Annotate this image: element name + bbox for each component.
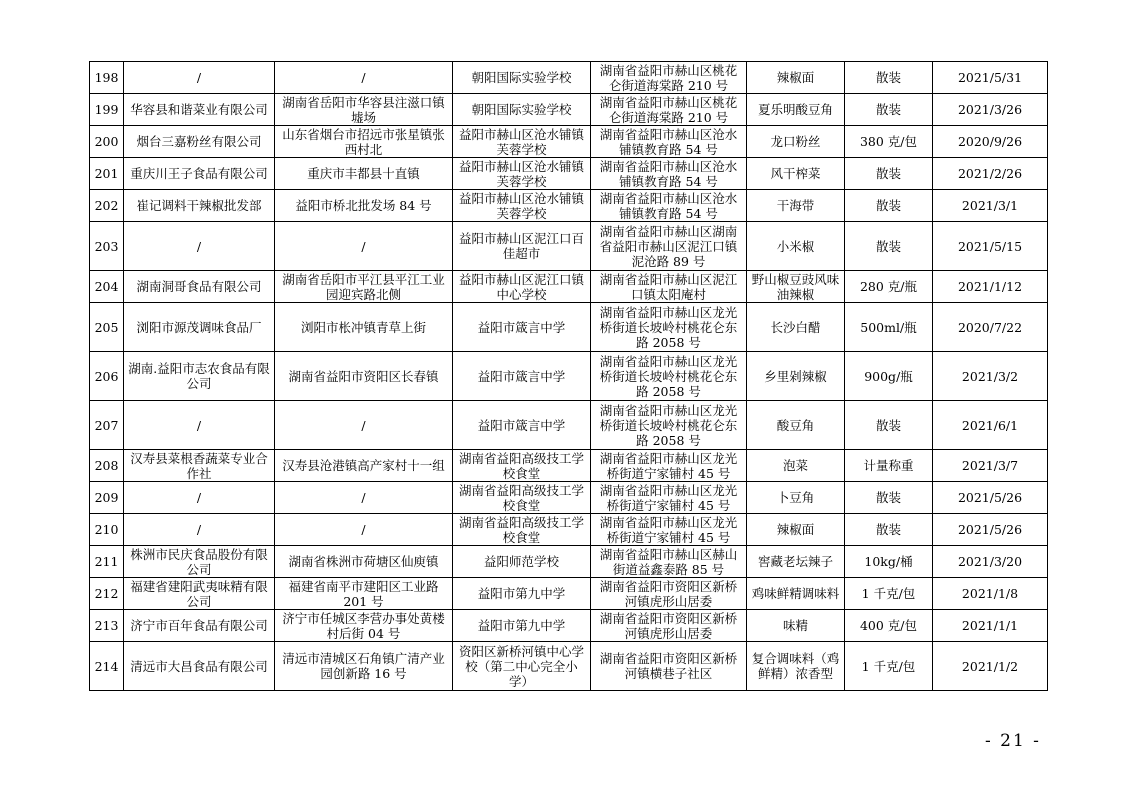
producer-name-cell: 湖南洞哥食品有限公司	[124, 271, 275, 303]
product-spec-cell: 400 克/包	[845, 610, 933, 642]
product-spec-cell: 散装	[845, 62, 933, 94]
product-name-cell: 酸豆角	[747, 401, 845, 450]
sampled-unit-address-cell: 湖南省益阳市赫山区龙光桥街道长坡岭村桃花仑东路 2058 号	[591, 303, 747, 352]
sampled-unit-address-cell: 湖南省益阳市赫山区沧水铺镇教育路 54 号	[591, 126, 747, 158]
product-spec-cell: 900g/瓶	[845, 352, 933, 401]
product-name-cell: 风干榨菜	[747, 158, 845, 190]
producer-name-cell: 华容县和谐菜业有限公司	[124, 94, 275, 126]
table-row	[90, 482, 1048, 514]
production-date-cell: 2021/3/20	[933, 546, 1048, 578]
row-number-cell: 211	[90, 546, 124, 578]
table-row	[90, 158, 1048, 190]
producer-name-cell: 重庆川王子食品有限公司	[124, 158, 275, 190]
product-name-cell: 鸡味鲜精调味料	[747, 578, 845, 610]
production-date-cell: 2021/3/26	[933, 94, 1048, 126]
sampled-unit-cell: 益阳市赫山区泥江口镇中心学校	[453, 271, 591, 303]
row-number-cell: 203	[90, 222, 124, 271]
production-date-cell: 2021/3/7	[933, 450, 1048, 482]
row-number-cell: 206	[90, 352, 124, 401]
producer-name-cell: 汉寿县菜根香蔬菜专业合作社	[124, 450, 275, 482]
sampled-unit-address-cell: 湖南省益阳市赫山区桃花仑街道海棠路 210 号	[591, 94, 747, 126]
product-spec-cell: 500ml/瓶	[845, 303, 933, 352]
sampled-unit-address-cell: 湖南省益阳市资阳区新桥河镇横巷子社区	[591, 642, 747, 691]
row-number-cell: 204	[90, 271, 124, 303]
producer-name-cell: 崔记调料干辣椒批发部	[124, 190, 275, 222]
table-row	[90, 190, 1048, 222]
production-date-cell: 2021/5/26	[933, 482, 1048, 514]
row-number-cell: 214	[90, 642, 124, 691]
table-row	[90, 401, 1048, 450]
table-row	[90, 271, 1048, 303]
sampled-unit-address-cell: 湖南省益阳市资阳区新桥河镇虎形山居委	[591, 610, 747, 642]
producer-name-cell: 清远市大昌食品有限公司	[124, 642, 275, 691]
table-row	[90, 578, 1048, 610]
sampled-unit-address-cell: 湖南省益阳市赫山区泥江口镇太阳庵村	[591, 271, 747, 303]
production-date-cell: 2020/9/26	[933, 126, 1048, 158]
producer-address-cell: /	[275, 514, 453, 546]
production-date-cell: 2021/6/1	[933, 401, 1048, 450]
product-name-cell: 复合调味料（鸡鲜精）浓香型	[747, 642, 845, 691]
product-name-cell: 小米椒	[747, 222, 845, 271]
product-name-cell: 长沙白醋	[747, 303, 845, 352]
producer-name-cell: /	[124, 62, 275, 94]
sampled-unit-address-cell: 湖南省益阳市赫山区沧水铺镇教育路 54 号	[591, 158, 747, 190]
table-row	[90, 94, 1048, 126]
table-row	[90, 514, 1048, 546]
product-spec-cell: 散装	[845, 158, 933, 190]
production-date-cell: 2021/1/8	[933, 578, 1048, 610]
production-date-cell: 2021/1/2	[933, 642, 1048, 691]
producer-address-cell: /	[275, 222, 453, 271]
sampled-unit-cell: 益阳市第九中学	[453, 610, 591, 642]
table-row	[90, 642, 1048, 691]
row-number-cell: 199	[90, 94, 124, 126]
product-spec-cell: 计量称重	[845, 450, 933, 482]
row-number-cell: 201	[90, 158, 124, 190]
product-spec-cell: 10kg/桶	[845, 546, 933, 578]
producer-name-cell: /	[124, 482, 275, 514]
product-name-cell: 夏乐明酸豆角	[747, 94, 845, 126]
table-row	[90, 610, 1048, 642]
row-number-cell: 198	[90, 62, 124, 94]
producer-name-cell: /	[124, 222, 275, 271]
table-row	[90, 62, 1048, 94]
product-spec-cell: 散装	[845, 190, 933, 222]
sampled-unit-address-cell: 湖南省益阳市资阳区新桥河镇虎形山居委	[591, 578, 747, 610]
producer-name-cell: 济宁市百年食品有限公司	[124, 610, 275, 642]
sampled-unit-address-cell: 湖南省益阳市赫山区桃花仑街道海棠路 210 号	[591, 62, 747, 94]
row-number-cell: 213	[90, 610, 124, 642]
producer-address-cell: 福建省南平市建阳区工业路 201 号	[275, 578, 453, 610]
producer-address-cell: 浏阳市枨冲镇青草上街	[275, 303, 453, 352]
producer-address-cell: /	[275, 482, 453, 514]
page-number: - 21 -	[985, 731, 1041, 751]
product-spec-cell: 散装	[845, 401, 933, 450]
production-date-cell: 2021/2/26	[933, 158, 1048, 190]
producer-name-cell: 湖南.益阳市志农食品有限公司	[124, 352, 275, 401]
sampled-unit-address-cell: 湖南省益阳市赫山区沧水铺镇教育路 54 号	[591, 190, 747, 222]
sampled-unit-cell: 朝阳国际实验学校	[453, 94, 591, 126]
sampled-unit-cell: 益阳市赫山区沧水铺镇芙蓉学校	[453, 190, 591, 222]
producer-address-cell: /	[275, 401, 453, 450]
sampled-unit-address-cell: 湖南省益阳市赫山区龙光桥街道长坡岭村桃花仑东路 2058 号	[591, 352, 747, 401]
row-number-cell: 202	[90, 190, 124, 222]
sampled-unit-cell: 湖南省益阳高级技工学校食堂	[453, 514, 591, 546]
sampled-unit-cell: 资阳区新桥河镇中心学校（第二中心完全小学）	[453, 642, 591, 691]
producer-name-cell: /	[124, 514, 275, 546]
row-number-cell: 209	[90, 482, 124, 514]
product-name-cell: 干海带	[747, 190, 845, 222]
product-spec-cell: 1 千克/包	[845, 578, 933, 610]
production-date-cell: 2021/5/26	[933, 514, 1048, 546]
production-date-cell: 2021/1/1	[933, 610, 1048, 642]
producer-address-cell: 湖南省岳阳市华容县注滋口镇墟场	[275, 94, 453, 126]
product-spec-cell: 380 克/包	[845, 126, 933, 158]
production-date-cell: 2021/5/15	[933, 222, 1048, 271]
product-name-cell: 卜豆角	[747, 482, 845, 514]
producer-address-cell: 汉寿县沧港镇高产家村十一组	[275, 450, 453, 482]
sampled-unit-cell: 益阳市箴言中学	[453, 401, 591, 450]
product-name-cell: 辣椒面	[747, 514, 845, 546]
product-name-cell: 味精	[747, 610, 845, 642]
row-number-cell: 210	[90, 514, 124, 546]
row-number-cell: 200	[90, 126, 124, 158]
table-row	[90, 546, 1048, 578]
producer-name-cell: 福建省建阳武夷味精有限公司	[124, 578, 275, 610]
producer-address-cell: 益阳市桥北批发场 84 号	[275, 190, 453, 222]
table-row	[90, 450, 1048, 482]
product-spec-cell: 散装	[845, 222, 933, 271]
sampling-results-table	[89, 61, 1048, 691]
table-row	[90, 126, 1048, 158]
sampled-unit-cell: 湖南省益阳高级技工学校食堂	[453, 482, 591, 514]
production-date-cell: 2021/3/1	[933, 190, 1048, 222]
table-row	[90, 303, 1048, 352]
sampled-unit-cell: 益阳市赫山区沧水铺镇芙蓉学校	[453, 126, 591, 158]
producer-name-cell: 株洲市民庆食品股份有限公司	[124, 546, 275, 578]
row-number-cell: 212	[90, 578, 124, 610]
sampled-unit-address-cell: 湖南省益阳市赫山区湖南省益阳市赫山区泥江口镇泥沧路 89 号	[591, 222, 747, 271]
table-body	[90, 62, 1048, 691]
product-spec-cell: 散装	[845, 482, 933, 514]
production-date-cell: 2021/1/12	[933, 271, 1048, 303]
table-row	[90, 352, 1048, 401]
sampled-unit-cell: 益阳市第九中学	[453, 578, 591, 610]
sampled-unit-cell: 朝阳国际实验学校	[453, 62, 591, 94]
producer-address-cell: 湖南省岳阳市平江县平江工业园迎宾路北侧	[275, 271, 453, 303]
product-name-cell: 野山椒豆豉风味油辣椒	[747, 271, 845, 303]
row-number-cell: 205	[90, 303, 124, 352]
product-name-cell: 乡里剁辣椒	[747, 352, 845, 401]
production-date-cell: 2020/7/22	[933, 303, 1048, 352]
sampled-unit-cell: 益阳市赫山区泥江口百佳超市	[453, 222, 591, 271]
producer-name-cell: /	[124, 401, 275, 450]
producer-address-cell: 山东省烟台市招远市张星镇张西村北	[275, 126, 453, 158]
product-spec-cell: 散装	[845, 94, 933, 126]
product-name-cell: 辣椒面	[747, 62, 845, 94]
sampled-unit-address-cell: 湖南省益阳市赫山区龙光桥街道宁家铺村 45 号	[591, 450, 747, 482]
producer-name-cell: 浏阳市源茂调味食品厂	[124, 303, 275, 352]
sampled-unit-cell: 益阳师范学校	[453, 546, 591, 578]
sampled-unit-cell: 湖南省益阳高级技工学校食堂	[453, 450, 591, 482]
producer-address-cell: /	[275, 62, 453, 94]
sampled-unit-cell: 益阳市赫山区沧水铺镇芙蓉学校	[453, 158, 591, 190]
producer-name-cell: 烟台三嘉粉丝有限公司	[124, 126, 275, 158]
product-spec-cell: 1 千克/包	[845, 642, 933, 691]
producer-address-cell: 清远市清城区石角镇广清产业园创新路 16 号	[275, 642, 453, 691]
sampled-unit-address-cell: 湖南省益阳市赫山区赫山街道益鑫泰路 85 号	[591, 546, 747, 578]
product-name-cell: 窖藏老坛辣子	[747, 546, 845, 578]
producer-address-cell: 湖南省株洲市荷塘区仙庾镇	[275, 546, 453, 578]
sampled-unit-address-cell: 湖南省益阳市赫山区龙光桥街道长坡岭村桃花仑东路 2058 号	[591, 401, 747, 450]
row-number-cell: 207	[90, 401, 124, 450]
table-row	[90, 222, 1048, 271]
sampled-unit-cell: 益阳市箴言中学	[453, 303, 591, 352]
producer-address-cell: 湖南省益阳市资阳区长春镇	[275, 352, 453, 401]
product-spec-cell: 散装	[845, 514, 933, 546]
row-number-cell: 208	[90, 450, 124, 482]
production-date-cell: 2021/5/31	[933, 62, 1048, 94]
sampled-unit-cell: 益阳市箴言中学	[453, 352, 591, 401]
product-name-cell: 泡菜	[747, 450, 845, 482]
sampled-unit-address-cell: 湖南省益阳市赫山区龙光桥街道宁家铺村 45 号	[591, 482, 747, 514]
sampled-unit-address-cell: 湖南省益阳市赫山区龙光桥街道宁家铺村 45 号	[591, 514, 747, 546]
product-name-cell: 龙口粉丝	[747, 126, 845, 158]
producer-address-cell: 济宁市任城区李营办事处黄楼村后街 04 号	[275, 610, 453, 642]
producer-address-cell: 重庆市丰都县十直镇	[275, 158, 453, 190]
product-spec-cell: 280 克/瓶	[845, 271, 933, 303]
production-date-cell: 2021/3/2	[933, 352, 1048, 401]
